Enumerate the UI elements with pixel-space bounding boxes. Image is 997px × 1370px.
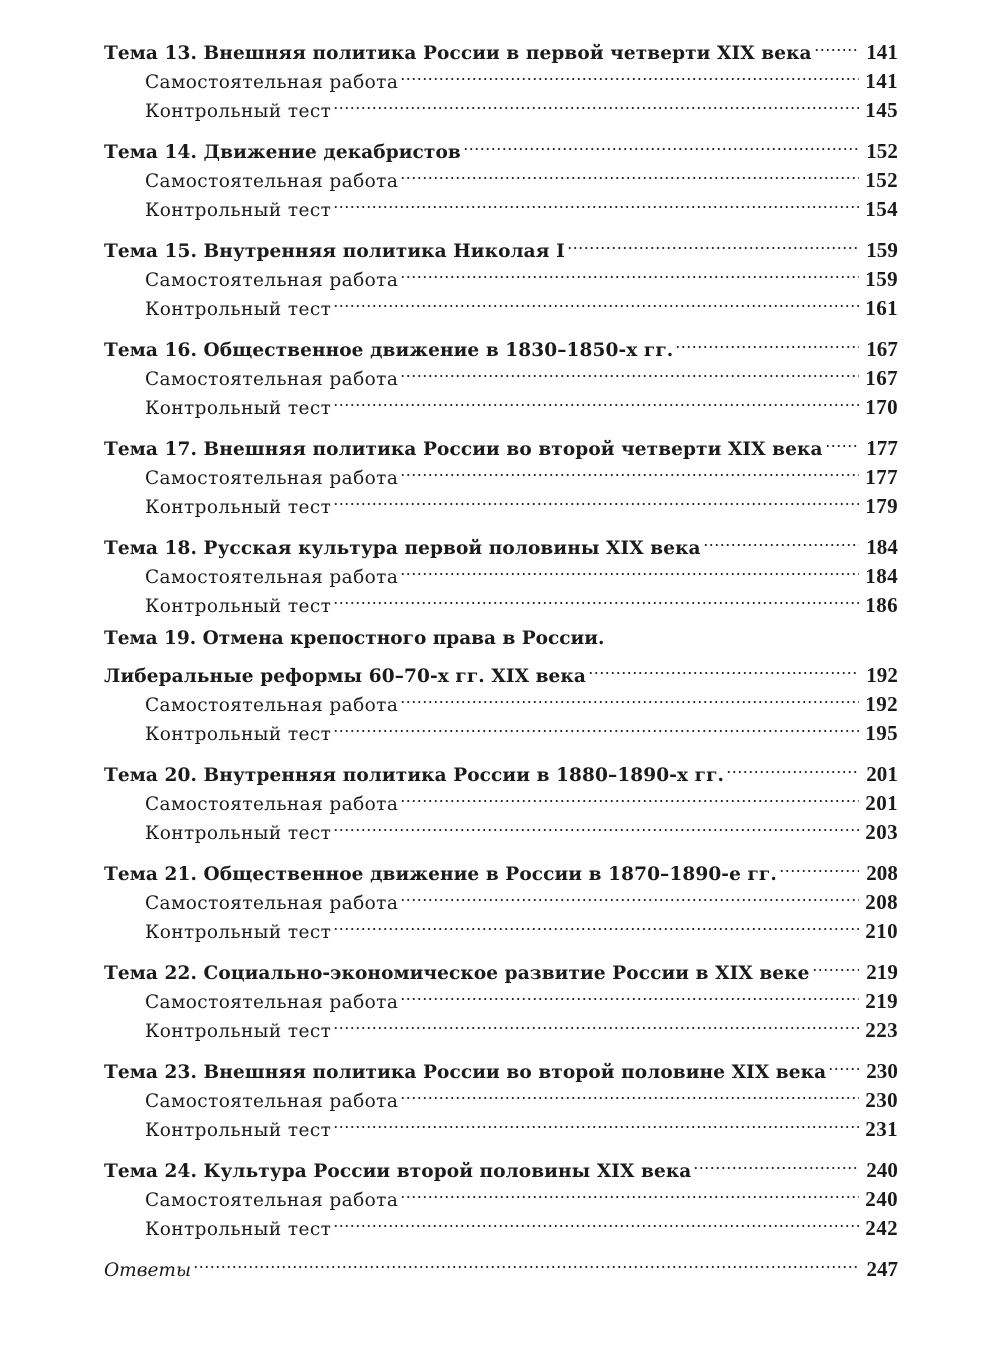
- table-of-contents: [104, 30, 898, 1288]
- page-number: 201: [865, 791, 898, 815]
- toc-topic-22: [104, 950, 898, 1042]
- item-label: Контрольный тест: [145, 823, 332, 844]
- dot-leader: [400, 554, 859, 583]
- item-label: Контрольный тест: [145, 398, 332, 419]
- topic-heading[interactable]: [104, 129, 898, 163]
- item-label: Контрольный тест: [145, 596, 332, 617]
- dot-leader: [333, 385, 859, 414]
- page-number: 192: [865, 692, 898, 716]
- dot-leader: [400, 979, 859, 1008]
- item-label: Контрольный тест: [145, 1120, 332, 1141]
- dot-leader: [567, 228, 859, 257]
- item-label: Самостоятельная работа: [145, 567, 399, 588]
- dot-leader: [333, 88, 859, 117]
- dot-leader: [400, 880, 859, 909]
- dot-leader: [400, 356, 859, 385]
- answers-label: Ответы: [104, 1260, 192, 1281]
- dot-leader: [333, 1107, 859, 1136]
- dot-leader: [333, 1206, 859, 1235]
- dot-leader: [400, 1177, 859, 1206]
- dot-leader: [333, 810, 859, 839]
- dot-leader: [812, 950, 860, 979]
- toc-topic-14: [104, 129, 898, 221]
- page-number: 161: [865, 296, 898, 320]
- page-number: 240: [866, 1158, 898, 1182]
- page-number: 201: [866, 762, 898, 786]
- dot-leader: [814, 30, 859, 59]
- item-label: Самостоятельная работа: [145, 72, 399, 93]
- answers-entry[interactable]: [104, 1247, 898, 1281]
- page-number: 177: [866, 436, 898, 460]
- topic-title-line1[interactable]: Тема 19. Отмена крепостного права в России.: [104, 628, 605, 649]
- page-number: 219: [865, 989, 898, 1013]
- toc-answers: [104, 1247, 898, 1281]
- page-number: 152: [865, 168, 898, 192]
- dot-leader: [400, 781, 859, 810]
- dot-leader: [333, 286, 859, 315]
- dot-leader: [703, 525, 859, 554]
- item-label: Контрольный тест: [145, 299, 332, 320]
- dot-leader: [333, 1008, 859, 1037]
- item-label: Самостоятельная работа: [145, 1091, 399, 1112]
- item-label: Самостоятельная работа: [145, 468, 399, 489]
- item-label: Самостоятельная работа: [145, 270, 399, 291]
- item-label: Самостоятельная работа: [145, 695, 399, 716]
- toc-topic-24: [104, 1148, 898, 1240]
- dot-leader: [193, 1247, 859, 1276]
- page-number: 184: [866, 535, 898, 559]
- dot-leader: [400, 682, 859, 711]
- toc-topic-21: [104, 851, 898, 943]
- topic-heading[interactable]: [104, 950, 898, 984]
- topic-title: Либеральные реформы 60–70-х гг. XIX века: [104, 666, 586, 687]
- dot-leader: [400, 59, 859, 88]
- toc-topic-16: [104, 327, 898, 419]
- dot-leader: [693, 1148, 859, 1177]
- page-number: 203: [865, 820, 898, 844]
- page-number: 167: [866, 337, 898, 361]
- page-number: 242: [865, 1216, 898, 1240]
- item-label: Контрольный тест: [145, 200, 332, 221]
- topic-title: Тема 14. Движение декабристов: [104, 142, 461, 163]
- topic-heading[interactable]: [104, 426, 898, 460]
- dot-leader: [333, 187, 859, 216]
- item-label: Самостоятельная работа: [145, 171, 399, 192]
- topic-heading[interactable]: [104, 525, 898, 559]
- dot-leader: [333, 484, 859, 513]
- page-number: 208: [866, 861, 898, 885]
- dot-leader: [588, 653, 859, 682]
- topic-heading[interactable]: [104, 327, 898, 361]
- toc-topic-17: [104, 426, 898, 518]
- page-number: 152: [866, 139, 898, 163]
- page-number: 184: [865, 564, 898, 588]
- page-number: 240: [865, 1187, 898, 1211]
- page-number: 247: [866, 1257, 898, 1281]
- topic-heading[interactable]: [104, 1148, 898, 1182]
- dot-leader: [463, 129, 859, 158]
- dot-leader: [400, 1078, 859, 1107]
- toc-topic-15: [104, 228, 898, 320]
- item-label: Контрольный тест: [145, 922, 332, 943]
- topic-title: Тема 23. Внешняя политика России во второй половине XIX века: [104, 1062, 827, 1083]
- page-number: 141: [865, 69, 898, 93]
- page-number: 170: [865, 395, 898, 419]
- item-label: Контрольный тест: [145, 1219, 332, 1240]
- dot-leader: [400, 455, 859, 484]
- topic-title: Тема 18. Русская культура первой половины XIX века: [104, 538, 701, 559]
- dot-leader: [400, 158, 859, 187]
- dot-leader: [400, 257, 859, 286]
- page-number: 230: [866, 1059, 898, 1083]
- page-number: 210: [865, 919, 898, 943]
- item-label: Самостоятельная работа: [145, 992, 399, 1013]
- topic-heading[interactable]: [104, 228, 898, 262]
- topic-title: Тема 20. Внутренняя политика России в 1880–1890-х гг.: [104, 765, 725, 786]
- page-number: 192: [866, 663, 898, 687]
- dot-leader: [726, 752, 859, 781]
- toc-topic-18: [104, 525, 898, 617]
- page-number: 186: [865, 593, 898, 617]
- topic-heading[interactable]: [104, 851, 898, 885]
- topic-title: Тема 16. Общественное движение в 1830–1850-х гг.: [104, 340, 674, 361]
- topic-heading[interactable]: [104, 653, 898, 687]
- topic-title: Тема 21. Общественное движение в России в 1870–1890-е гг.: [104, 864, 777, 885]
- page-number: 159: [865, 267, 898, 291]
- topic-title: Тема 22. Социально-экономическое развитие России в XIX веке: [104, 963, 810, 984]
- topic-heading[interactable]: [104, 30, 898, 64]
- topic-title: Тема 24. Культура России второй половины XIX века: [104, 1161, 692, 1182]
- item-label: Контрольный тест: [145, 497, 332, 518]
- page-number: 167: [865, 366, 898, 390]
- page-number: 179: [865, 494, 898, 518]
- topic-heading[interactable]: [104, 1049, 898, 1083]
- page-number: 223: [865, 1018, 898, 1042]
- page-number: 159: [866, 238, 898, 262]
- page-number: 208: [865, 890, 898, 914]
- page-number: 231: [865, 1117, 898, 1141]
- dot-leader: [779, 851, 859, 880]
- page-number: 177: [865, 465, 898, 489]
- dot-leader: [825, 426, 859, 455]
- page-number: 154: [865, 197, 898, 221]
- page-number: 219: [866, 960, 898, 984]
- dot-leader: [333, 909, 859, 938]
- item-label: Самостоятельная работа: [145, 893, 399, 914]
- dot-leader: [333, 711, 859, 740]
- toc-topic-23: [104, 1049, 898, 1141]
- toc-topic-19: [104, 624, 898, 745]
- item-label: Самостоятельная работа: [145, 1190, 399, 1211]
- page-number: 145: [865, 98, 898, 122]
- dot-leader: [828, 1049, 859, 1078]
- page-number: 195: [865, 721, 898, 745]
- item-label: Самостоятельная работа: [145, 369, 399, 390]
- item-label: Самостоятельная работа: [145, 794, 399, 815]
- item-label: Контрольный тест: [145, 101, 332, 122]
- item-label: Контрольный тест: [145, 1021, 332, 1042]
- topic-title: Тема 13. Внешняя политика России в первой четверти XIX века: [104, 43, 812, 64]
- topic-title: Тема 17. Внешняя политика России во второй четверти XIX века: [104, 439, 823, 460]
- item-label: Контрольный тест: [145, 724, 332, 745]
- page-number: 141: [866, 40, 898, 64]
- topic-heading[interactable]: [104, 752, 898, 786]
- topic-title: Тема 15. Внутренняя политика Николая I: [104, 241, 565, 262]
- toc-topic-20: [104, 752, 898, 844]
- page-number: 230: [865, 1088, 898, 1112]
- dot-leader: [675, 327, 859, 356]
- toc-topic-13: [104, 30, 898, 122]
- dot-leader: [333, 583, 859, 612]
